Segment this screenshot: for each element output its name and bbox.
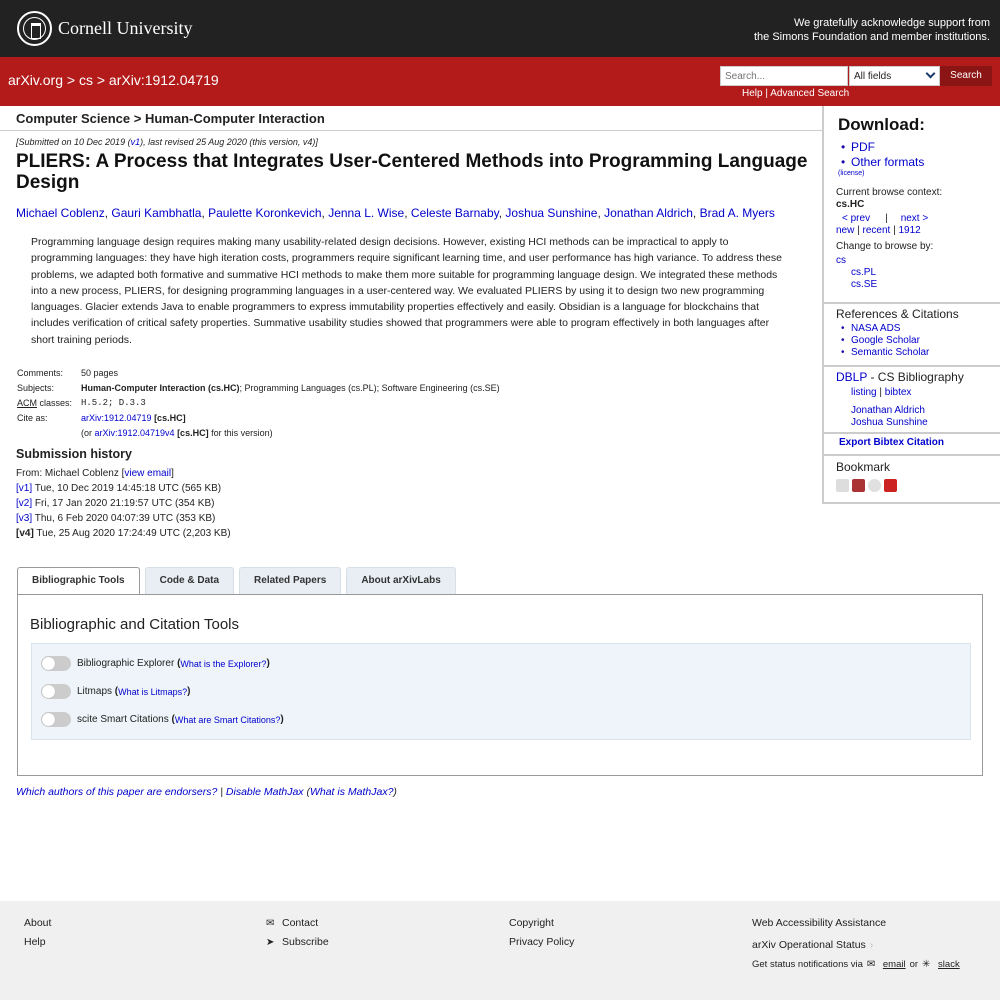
references-title: References & Citations <box>836 307 959 321</box>
version-row <box>16 526 231 541</box>
dblp-subtitle: - CS Bibliography <box>867 370 964 384</box>
acm-label: classes: <box>37 398 73 408</box>
version-row <box>16 481 231 496</box>
author-link[interactable]: Paulette Koronkevich <box>208 206 322 220</box>
sidebar-divider <box>824 454 1000 456</box>
metadata-table <box>17 366 500 441</box>
context-label: Current browse context: <box>836 187 943 198</box>
what-mathjax-link[interactable]: What is MathJax? <box>309 786 394 798</box>
version-date: Tue, 25 Aug 2020 17:24:49 UTC (2,203 KB) <box>33 528 231 539</box>
status-label: arXiv Operational Status <box>752 939 866 951</box>
tab-bibliographic-tools[interactable]: Bibliographic Tools <box>17 567 140 596</box>
subject-header <box>0 106 822 131</box>
subscribe-label: Subscribe <box>282 936 329 948</box>
copyright-link[interactable]: Copyright <box>509 917 554 929</box>
dblp-author-link[interactable]: Jonathan Aldrich <box>851 405 925 416</box>
nav-sep: | <box>885 213 888 224</box>
subject-title: Computer Science > Human-Computer Interaction <box>16 111 325 126</box>
help-link[interactable]: Help <box>742 88 763 99</box>
author-link[interactable]: Gauri Kambhatla <box>111 206 202 220</box>
semantic-scholar-link[interactable]: Semantic Scholar <box>851 347 930 358</box>
footer-col-3 <box>509 914 574 952</box>
cite-version-row <box>17 426 500 441</box>
subjects-label: Subjects: <box>17 383 55 393</box>
cornell-name: Cornell University <box>58 18 193 38</box>
author-link[interactable]: Jonathan Aldrich <box>604 206 693 220</box>
crumb-paper-id: arXiv:1912.04719 <box>108 72 219 88</box>
from-prefix: From: Michael Coblenz [ <box>16 468 125 479</box>
author-list: Michael Coblenz, Gauri Kambhatla, Paulette Koronkevich, Jenna L. Wise, Celeste Barnaby, Joshua Sunshine, Jonathan Aldrich, Brad A. Myers <box>16 206 775 220</box>
comments-label: Comments: <box>17 368 64 378</box>
new-link[interactable]: new <box>836 225 855 236</box>
tool-row-scite: scite Smart Citations ( What are Smart Citations? ) <box>41 712 284 727</box>
notify-prefix: Get status notifications via <box>752 959 863 970</box>
submission-history <box>16 466 231 541</box>
slack-notify-link[interactable]: slack <box>938 959 960 970</box>
tab-about-arxivlabs[interactable]: About arXivLabs <box>346 567 455 595</box>
sidebar-divider <box>824 432 1000 434</box>
footer-col-2 <box>266 914 329 952</box>
dateline-prefix: [Submitted on 10 Dec 2019 ( <box>16 137 131 147</box>
dblp-bibtex-link[interactable]: bibtex <box>884 387 912 398</box>
sciencewise-icon[interactable] <box>884 479 897 492</box>
tab-panel <box>17 594 983 776</box>
download-list <box>851 140 1000 170</box>
disable-mathjax-link[interactable]: Disable MathJax <box>225 786 304 798</box>
from-suffix: ] <box>171 468 174 479</box>
browse-cs-se-link[interactable]: cs.SE <box>851 279 878 290</box>
sidebar <box>822 106 1000 504</box>
other-formats-link[interactable]: Other formats <box>851 155 925 169</box>
link-sep: | <box>762 88 771 99</box>
browse-cs-link[interactable]: cs <box>836 255 846 266</box>
from-line <box>16 466 231 481</box>
cite-category: [cs.HC] <box>151 413 186 423</box>
litmaps-toggle[interactable] <box>41 684 71 699</box>
browse-cs-pl-link[interactable]: cs.PL <box>851 267 877 278</box>
crumb-sep: > <box>92 72 109 88</box>
comments-value: 50 pages <box>81 368 119 378</box>
footer-col-1 <box>24 914 51 952</box>
reddit-icon[interactable] <box>868 479 881 492</box>
submission-dateline <box>16 137 318 147</box>
subjects-row <box>17 381 500 396</box>
dblp-author-link[interactable]: Joshua Sunshine <box>851 417 928 428</box>
version-row <box>16 496 231 511</box>
crumb-cat-link[interactable]: cs <box>78 72 93 88</box>
cite2-suffix: for this version) <box>208 428 273 438</box>
subscribe-link[interactable] <box>266 933 329 952</box>
advanced-search-link[interactable]: Advanced Search <box>770 88 850 99</box>
dateline-v1-link[interactable]: v1 <box>130 137 141 147</box>
endorser-links: Which authors of this paper are endorsers? | Disable MathJax (What is MathJax?) <box>16 786 397 798</box>
contact-label: Contact <box>282 917 319 929</box>
about-link[interactable]: About <box>24 917 52 929</box>
header-bar <box>0 57 1000 106</box>
cite-row <box>17 411 500 426</box>
sidebar-divider <box>824 365 1000 367</box>
envelope-icon: ✉ <box>266 918 275 929</box>
tool-help-link[interactable]: What is the Explorer? <box>180 658 267 669</box>
endorsers-link[interactable]: Which authors of this paper are endorsers? <box>16 786 218 798</box>
next-link[interactable]: next > <box>900 213 929 224</box>
tool-row-explorer: Bibliographic Explorer ( What is the Explorer? ) <box>41 656 270 671</box>
cite-version-link[interactable]: arXiv:1912.04719v4 <box>94 428 175 438</box>
month-link[interactable]: 1912 <box>898 225 921 236</box>
bibsonomy-icon[interactable] <box>836 479 849 492</box>
tool-help-link[interactable]: What is Litmaps? <box>118 686 188 697</box>
comments-row <box>17 366 500 381</box>
footer <box>0 901 1000 1000</box>
endorse-sep: | <box>217 786 226 798</box>
chevron-down-icon <box>926 69 936 79</box>
bookmark-icons <box>836 479 1000 492</box>
acm-value: H.5.2; D.3.3 <box>81 398 146 408</box>
dblp-link[interactable]: DBLP <box>836 370 868 384</box>
tab-related-papers[interactable]: Related Papers <box>239 567 341 595</box>
tool-name: Bibliographic Explorer <box>77 658 175 669</box>
cornell-seal-icon <box>17 11 52 46</box>
envelope-icon: ✉ <box>866 959 876 970</box>
crumb-site-link[interactable]: arXiv.org <box>8 72 63 88</box>
ack-line-1: We gratefully acknowledge support from <box>793 17 990 29</box>
dblp-title <box>836 370 1000 384</box>
author-link[interactable]: Jenna L. Wise <box>328 206 405 220</box>
version-link[interactable]: [v3] <box>16 513 33 524</box>
author-link[interactable]: Michael Coblenz <box>16 206 105 220</box>
download-title: Download: <box>838 115 925 134</box>
dblp-listing-link[interactable]: listing <box>851 387 877 398</box>
recent-link[interactable]: recent <box>862 225 891 236</box>
tab-code-data[interactable]: Code & Data <box>145 567 234 595</box>
slack-icon: ✳ <box>922 959 931 970</box>
tool-name: scite Smart Citations <box>77 714 169 725</box>
abstract: Programming language design requires making many usability-related design decisions. However, existing HCI methods can be impractical to apply to programming languages: they have high iteration costs, programmers require significant learning time, and user performance has high variance. To address these problems, we adapted both formative and summative HCI methods to make them more suitable for programming language design. We integrated these methods into a new process, PLIERS, for designing programming languages in a user-centered way. We evaluated PLIERS by using it to design two new programming languages. Glacier extends Java to enable programmers to express immutability properties effectively and easily. Obsidian is a language for blockchains that includes verification of critical safety properties. Summative usability studies showed that programmers were able to program effectively in both languages after short training periods. <box>31 236 782 346</box>
pdf-link[interactable]: PDF <box>851 140 875 154</box>
notify-or: or <box>909 959 919 970</box>
cite2-category: [cs.HC] <box>174 428 209 438</box>
dblp-links: listing | bibtex Jonathan Aldrich Joshua Sunshine <box>851 387 928 428</box>
email-notify-link[interactable]: email <box>882 959 906 970</box>
version-row <box>16 511 231 526</box>
dateline-suffix: ), last revised 25 Aug 2020 (this version, v4)] <box>140 137 318 147</box>
breadcrumb <box>8 72 219 88</box>
tool-help-link[interactable]: What are Smart Citations? <box>174 714 281 725</box>
cornell-logo[interactable] <box>17 11 192 46</box>
sidebar-divider <box>824 302 1000 304</box>
version-date: Tue, 10 Dec 2019 14:45:18 UTC (565 KB) <box>32 483 222 494</box>
mendeley-icon[interactable] <box>852 479 865 492</box>
footer-col-4 <box>752 914 960 974</box>
search-button[interactable]: Search <box>940 66 992 86</box>
cite-label: Cite as: <box>17 413 48 423</box>
scite-toggle[interactable] <box>41 712 71 727</box>
acm-abbr: ACM <box>17 398 37 408</box>
paper-title: PLIERS: A Process that Integrates User-Centered Methods into Programming Language Design <box>16 151 808 193</box>
contact-link[interactable] <box>266 914 329 933</box>
tool-name: Litmaps <box>77 686 113 697</box>
license-link[interactable]: (license) <box>838 170 865 177</box>
current-version-tag: [v4] <box>16 528 34 539</box>
privacy-policy-link[interactable]: Privacy Policy <box>509 936 575 948</box>
change-browse-label: Change to browse by: <box>836 241 934 252</box>
export-bibtex-link[interactable]: Export Bibtex Citation <box>839 437 945 448</box>
tools-box <box>31 643 971 740</box>
status-notifications <box>752 955 960 974</box>
cite2-prefix: (or <box>81 428 95 438</box>
search-links <box>742 88 849 99</box>
search-input[interactable] <box>720 66 848 86</box>
accessibility-link[interactable]: Web Accessibility Assistance <box>752 917 887 929</box>
chevron-right-icon: › <box>869 940 874 951</box>
author-link[interactable]: Joshua Sunshine <box>505 206 598 220</box>
tool-row-litmaps: Litmaps ( What is Litmaps? ) <box>41 684 191 699</box>
browse-context: Current browse context: cs.HC < prev | next > new | recent | 1912 Change to browse by: cs cs.PL cs.SE <box>836 187 1000 291</box>
ack-line-2: the Simons Foundation and member institutions. <box>753 31 990 43</box>
status-link[interactable] <box>752 936 960 955</box>
references-list <box>851 323 1000 359</box>
primary-subject: Human-Computer Interaction (cs.HC) <box>81 383 240 393</box>
bookmark-title: Bookmark <box>836 460 891 474</box>
cite-link[interactable]: arXiv:1912.04719 <box>81 413 152 423</box>
version-link[interactable]: [v2] <box>16 498 33 509</box>
author-link[interactable]: Celeste Barnaby <box>410 206 499 220</box>
version-date: Fri, 17 Jan 2020 21:19:57 UTC (354 KB) <box>32 498 215 509</box>
prev-link[interactable]: < prev <box>842 213 871 224</box>
paper-plane-icon: ➤ <box>266 937 275 948</box>
secondary-subjects: ; Programming Languages (cs.PL); Software Engineering (cs.SE) <box>239 383 500 393</box>
google-scholar-link[interactable]: Google Scholar <box>851 335 920 346</box>
nasa-ads-link[interactable]: NASA ADS <box>851 323 901 334</box>
help-link[interactable]: Help <box>24 936 46 948</box>
author-link[interactable]: Brad A. Myers <box>699 206 775 220</box>
crumb-sep: > <box>62 72 79 88</box>
context-value: cs.HC <box>836 199 865 210</box>
version-date: Thu, 6 Feb 2020 04:07:39 UTC (353 KB) <box>32 513 216 524</box>
labs-tabs <box>17 567 456 595</box>
version-link[interactable]: [v1] <box>16 483 33 494</box>
search-field-select[interactable] <box>849 66 940 86</box>
panel-title: Bibliographic and Citation Tools <box>30 616 240 633</box>
top-bar <box>0 0 1000 57</box>
submission-history-title: Submission history <box>16 447 132 461</box>
view-email-link[interactable]: view email <box>124 468 172 479</box>
support-acknowledgement <box>754 16 990 44</box>
explorer-toggle[interactable] <box>41 656 71 671</box>
field-select-value: All fields <box>854 71 892 82</box>
acm-row <box>17 396 500 411</box>
